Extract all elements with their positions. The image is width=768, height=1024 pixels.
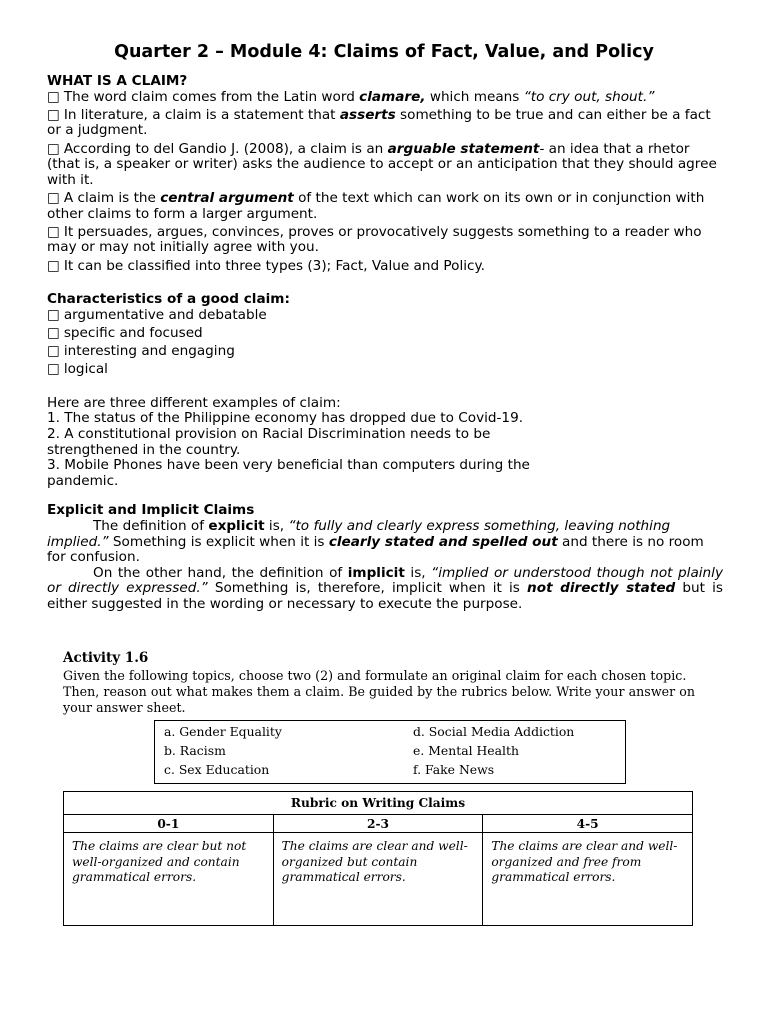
explicit-implicit-heading: Explicit and Implicit Claims (47, 502, 255, 519)
rubric-header: 2-3 (273, 815, 483, 833)
topics-box (154, 720, 626, 784)
claim-bullet-6: □ It can be classified into three types (3); Fact, Value and Policy. (47, 259, 723, 275)
examples-intro: Here are three different examples of claim: (47, 394, 341, 411)
claim-bullet-4: □ A claim is the central argument of the text which can work on its own or in conjunction with other claims to form a larger argument. (47, 191, 723, 222)
claim-bullet-3: □ According to del Gandio J. (2008), a claim is an arguable statement- an idea that a rhetor (that is, a speaker or writer) asks the audience to accept or an anticipation that they should agree with it. (47, 142, 723, 189)
rubric-cell: The claims are clear and well-organized but contain grammatical errors. (273, 833, 483, 926)
claim-bullet-5: □ It persuades, argues, convinces, proves or provocatively suggests something to a reader who may or may not initially agree with you. (47, 225, 723, 256)
main-text (47, 74, 723, 613)
topic-item: b. Racism (164, 743, 226, 758)
page-title: Quarter 2 – Module 4: Claims of Fact, Value, and Policy (114, 42, 654, 62)
what-is-claim-heading: WHAT IS A CLAIM? (47, 73, 188, 89)
characteristic-item: □ specific and focused (47, 326, 723, 342)
activity-title: Activity 1.6 (63, 650, 149, 666)
topic-item: a. Gender Equality (164, 724, 282, 739)
example-item: 2. A constitutional provision on Racial Discrimination needs to be strengthened in the country. (47, 426, 491, 458)
rubric-table (63, 791, 693, 926)
rubric-header: 0-1 (64, 815, 274, 833)
topic-item: c. Sex Education (164, 762, 270, 777)
rubric-cell: The claims are clear and well-organized and free from grammatical errors. (483, 833, 693, 926)
claim-bullet-1: □ The word claim comes from the Latin word clamare, which means “to cry out, shout.” (47, 90, 723, 106)
characteristic-item: □ argumentative and debatable (47, 308, 723, 324)
activity-instructions: Given the following topics, choose two (2) and formulate an original claim for each chosen topic. Then, reason out what makes them a claim. Be guided by the rubrics below. Write your answer on your answer sheet. (63, 668, 696, 715)
rubric-caption: Rubric on Writing Claims (64, 792, 693, 815)
example-item: 3. Mobile Phones have been very beneficial than computers during the pandemic. (47, 457, 530, 489)
explicit-paragraph: The definition of explicit is, “to fully and clearly express something, leaving nothing implied.” Something is explicit when it is clearly stated and spelled out and there is no room for confusion. (47, 518, 704, 566)
characteristic-item: □ interesting and engaging (47, 344, 723, 360)
characteristics-heading: Characteristics of a good claim: (47, 291, 290, 308)
rubric-header: 4-5 (483, 815, 693, 833)
implicit-paragraph: On the other hand, the definition of implicit is, “implied or understood though not plainly or directly expressed.” Something is, therefore, implicit when it is not directly stated but is either suggested in the wording or necessary to execute the purpose. (47, 564, 724, 612)
claim-bullet-2: □ In literature, a claim is a statement that asserts something to be true and can either be a fact or a judgment. (47, 108, 723, 139)
example-item: 1. The status of the Philippine economy has dropped due to Covid-19. (47, 410, 524, 427)
topic-item: f. Fake News (413, 762, 495, 777)
topic-item: e. Mental Health (413, 743, 519, 758)
topic-item: d. Social Media Addiction (413, 724, 575, 739)
characteristic-item: □ logical (47, 362, 723, 378)
activity-block (63, 650, 703, 716)
rubric-cell: The claims are clear but not well-organized and contain grammatical errors. (64, 833, 274, 926)
